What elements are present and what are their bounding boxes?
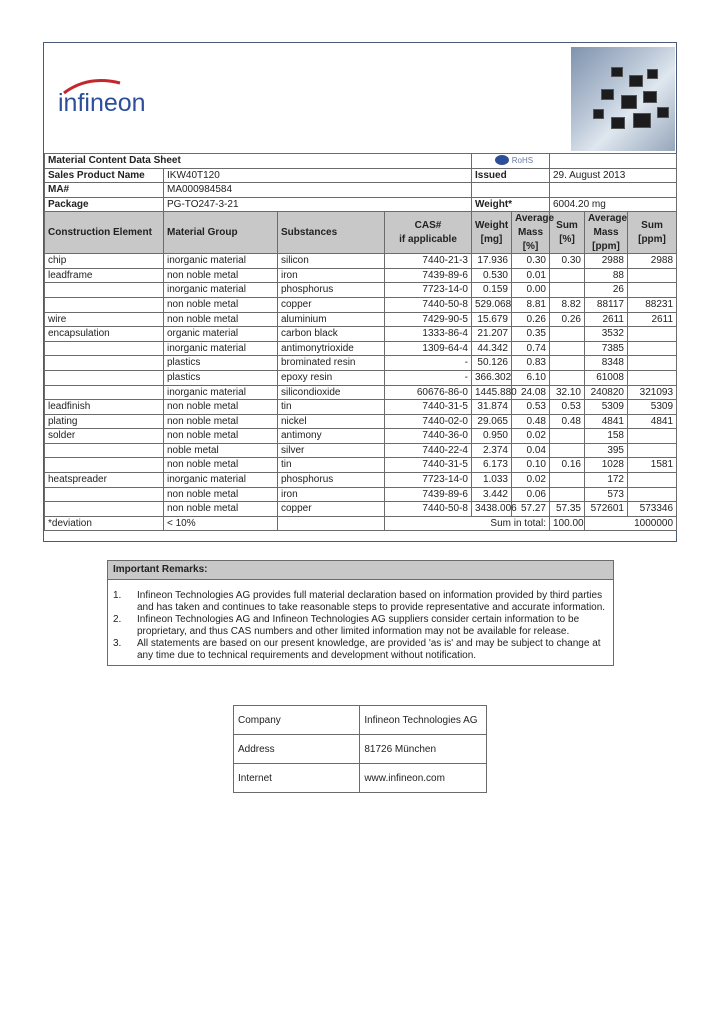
important-remarks — [107, 560, 614, 666]
cell-avg: 57.27 — [512, 502, 550, 517]
cell-cas: 7429-90-5 — [385, 312, 472, 327]
cell-sum-ppm: 4841 — [628, 414, 677, 429]
cell-ppm: 395 — [585, 443, 628, 458]
cell-avg: 0.02 — [512, 473, 550, 488]
cell-ppm: 240820 — [585, 385, 628, 400]
cell-substance: tin — [278, 458, 385, 473]
cell-sum: 57.35 — [550, 502, 585, 517]
cell-element — [45, 487, 164, 502]
cell-avg: 24.08 — [512, 385, 550, 400]
product-photo — [571, 47, 675, 151]
cell-substance: copper — [278, 297, 385, 312]
cell-sum-ppm: 2611 — [628, 312, 677, 327]
address-value: 81726 München — [360, 735, 487, 764]
cell-ppm: 158 — [585, 429, 628, 444]
cell-ppm: 3532 — [585, 327, 628, 342]
cell-group: non noble metal — [164, 268, 278, 283]
cell-cas: 7440-31-5 — [385, 458, 472, 473]
material-table — [44, 153, 677, 531]
cell-sum-ppm — [628, 341, 677, 356]
issued-label: Issued — [472, 168, 550, 183]
issued-date: 29. August 2013 — [550, 168, 677, 183]
cell-ppm: 572601 — [585, 502, 628, 517]
internet-label: Internet — [234, 764, 360, 793]
cell-sum-ppm — [628, 327, 677, 342]
cell-substance: iron — [278, 268, 385, 283]
cell-group: non noble metal — [164, 297, 278, 312]
cell-sum: 0.26 — [550, 312, 585, 327]
cell-substance: brominated resin — [278, 356, 385, 371]
cell-substance: phosphorus — [278, 283, 385, 298]
cell-ppm: 8348 — [585, 356, 628, 371]
cell-avg: 6.10 — [512, 370, 550, 385]
cell-ppm: 5309 — [585, 400, 628, 415]
cell-weight: 3438.006 — [472, 502, 512, 517]
cell-sum-ppm — [628, 429, 677, 444]
cell-weight: 529.068 — [472, 297, 512, 312]
cell-sum: 0.48 — [550, 414, 585, 429]
company-value: Infineon Technologies AG — [360, 706, 487, 735]
cell-sum-ppm: 2988 — [628, 254, 677, 269]
weight-label: Weight* — [472, 197, 550, 212]
cell-sum-ppm — [628, 473, 677, 488]
cell-substance: antimonytrioxide — [278, 341, 385, 356]
cell-weight: 21.207 — [472, 327, 512, 342]
sales-product-name: IKW40T120 — [164, 168, 472, 183]
cell-weight: 44.342 — [472, 341, 512, 356]
contact-table — [233, 705, 487, 793]
cell-cas: 7440-50-8 — [385, 297, 472, 312]
cell-weight: 3.442 — [472, 487, 512, 502]
cell-element — [45, 341, 164, 356]
cell-sum-ppm — [628, 370, 677, 385]
cell-sum — [550, 473, 585, 488]
cell-group: non noble metal — [164, 487, 278, 502]
cell-sum — [550, 370, 585, 385]
cell-avg: 0.04 — [512, 443, 550, 458]
cell-sum — [550, 268, 585, 283]
cell-cas: 60676-86-0 — [385, 385, 472, 400]
deviation-label: *deviation — [45, 516, 164, 531]
cell-sum — [550, 429, 585, 444]
table-row — [45, 400, 677, 415]
cell-element — [45, 283, 164, 298]
cell-element: encapsulation — [45, 327, 164, 342]
cell-element — [45, 502, 164, 517]
cell-cas: - — [385, 356, 472, 371]
table-row — [45, 443, 677, 458]
cell-weight: 15.679 — [472, 312, 512, 327]
cell-ppm: 4841 — [585, 414, 628, 429]
cell-substance: iron — [278, 487, 385, 502]
col-avg-ppm: Average Mass [ppm] — [585, 212, 628, 254]
cell-weight: 0.159 — [472, 283, 512, 298]
cell-group: non noble metal — [164, 400, 278, 415]
company-label: Company — [234, 706, 360, 735]
cell-avg: 0.48 — [512, 414, 550, 429]
material-content-data-sheet — [43, 42, 677, 542]
table-row — [45, 502, 677, 517]
cell-sum: 8.82 — [550, 297, 585, 312]
cell-group: plastics — [164, 356, 278, 371]
table-row — [45, 254, 677, 269]
cell-ppm: 2988 — [585, 254, 628, 269]
cell-ppm: 573 — [585, 487, 628, 502]
cell-weight: 1445.880 — [472, 385, 512, 400]
cell-cas: 7439-89-6 — [385, 268, 472, 283]
svg-text:infineon: infineon — [58, 89, 146, 117]
sales-product-name-label: Sales Product Name — [45, 168, 164, 183]
internet-link[interactable]: www.infineon.com — [360, 764, 487, 793]
col-avg-mass: Average Mass [%] — [512, 212, 550, 254]
cell-sum — [550, 356, 585, 371]
cell-substance: aluminium — [278, 312, 385, 327]
cell-sum-ppm — [628, 283, 677, 298]
cell-sum: 0.16 — [550, 458, 585, 473]
cell-substance: carbon black — [278, 327, 385, 342]
col-material-group: Material Group — [164, 212, 278, 254]
cell-substance: phosphorus — [278, 473, 385, 488]
cell-cas: 1309-64-4 — [385, 341, 472, 356]
cell-ppm: 7385 — [585, 341, 628, 356]
cell-avg: 0.35 — [512, 327, 550, 342]
cell-ppm: 26 — [585, 283, 628, 298]
cell-ppm: 1028 — [585, 458, 628, 473]
col-sum-ppm: Sum [ppm] — [628, 212, 677, 254]
cell-substance: silicon — [278, 254, 385, 269]
cell-ppm: 88117 — [585, 297, 628, 312]
cell-avg: 0.02 — [512, 429, 550, 444]
cell-sum-ppm — [628, 356, 677, 371]
cell-element — [45, 356, 164, 371]
deviation-value: < 10% — [164, 516, 278, 531]
cell-avg: 0.01 — [512, 268, 550, 283]
table-row — [45, 268, 677, 283]
cell-weight: 366.302 — [472, 370, 512, 385]
rohs-icon — [495, 155, 509, 165]
table-row — [45, 487, 677, 502]
table-row — [45, 473, 677, 488]
cell-weight: 31.874 — [472, 400, 512, 415]
col-sum: Sum [%] — [550, 212, 585, 254]
cell-sum: 0.30 — [550, 254, 585, 269]
ma-number: MA000984584 — [164, 183, 472, 198]
cell-substance: epoxy resin — [278, 370, 385, 385]
cell-weight: 50.126 — [472, 356, 512, 371]
weight-value: 6004.20 mg — [550, 197, 677, 212]
cell-element: heatspreader — [45, 473, 164, 488]
cell-element: leadframe — [45, 268, 164, 283]
cell-element — [45, 385, 164, 400]
cell-avg: 0.30 — [512, 254, 550, 269]
cell-weight: 0.530 — [472, 268, 512, 283]
table-row — [45, 327, 677, 342]
cell-cas: 7440-50-8 — [385, 502, 472, 517]
cell-cas: 7440-02-0 — [385, 414, 472, 429]
cell-sum — [550, 443, 585, 458]
cell-group: inorganic material — [164, 341, 278, 356]
cell-sum — [550, 283, 585, 298]
cell-avg: 0.00 — [512, 283, 550, 298]
cell-weight: 0.950 — [472, 429, 512, 444]
cell-avg: 0.26 — [512, 312, 550, 327]
cell-group: inorganic material — [164, 283, 278, 298]
cell-group: non noble metal — [164, 414, 278, 429]
cell-sum-ppm: 88231 — [628, 297, 677, 312]
table-row — [45, 458, 677, 473]
col-construction-element: Construction Element — [45, 212, 164, 254]
cell-group: inorganic material — [164, 385, 278, 400]
cell-cas: 7440-36-0 — [385, 429, 472, 444]
cell-cas: - — [385, 370, 472, 385]
cell-substance: silicondioxide — [278, 385, 385, 400]
cell-cas: 1333-86-4 — [385, 327, 472, 342]
cell-sum-ppm: 1581 — [628, 458, 677, 473]
sum-total-label: Sum in total: — [385, 516, 550, 531]
ma-label: MA# — [45, 183, 164, 198]
cell-weight: 29.065 — [472, 414, 512, 429]
cell-group: non noble metal — [164, 312, 278, 327]
cell-sum: 0.53 — [550, 400, 585, 415]
cell-sum-ppm: 321093 — [628, 385, 677, 400]
rohs-badge: RoHS — [472, 154, 550, 169]
cell-element: leadfinish — [45, 400, 164, 415]
cell-weight: 17.936 — [472, 254, 512, 269]
cell-substance: tin — [278, 400, 385, 415]
cell-element: plating — [45, 414, 164, 429]
cell-element — [45, 458, 164, 473]
cell-sum — [550, 341, 585, 356]
table-row — [45, 356, 677, 371]
cell-weight: 1.033 — [472, 473, 512, 488]
sum-total-ppm: 1000000 — [585, 516, 677, 531]
cell-cas: 7439-89-6 — [385, 487, 472, 502]
cell-group: noble metal — [164, 443, 278, 458]
cell-avg: 0.74 — [512, 341, 550, 356]
cell-avg: 0.53 — [512, 400, 550, 415]
sheet-title: Material Content Data Sheet — [45, 154, 472, 169]
remarks-title: Important Remarks: — [108, 561, 613, 580]
cell-avg: 0.06 — [512, 487, 550, 502]
cell-sum-ppm — [628, 487, 677, 502]
cell-element: chip — [45, 254, 164, 269]
address-label: Address — [234, 735, 360, 764]
cell-ppm: 61008 — [585, 370, 628, 385]
cell-sum-ppm — [628, 268, 677, 283]
col-cas: CAS# if applicable — [385, 212, 472, 254]
cell-avg: 0.10 — [512, 458, 550, 473]
cell-weight: 6.173 — [472, 458, 512, 473]
table-row — [45, 283, 677, 298]
col-substances: Substances — [278, 212, 385, 254]
remark-item: 2. Infineon Technologies AG and Infineon Technologies AG suppliers consider certain information to be proprietary, and thus CAS numbers and other limited information may not be available for release. — [113, 614, 580, 637]
cell-group: inorganic material — [164, 473, 278, 488]
table-row — [45, 312, 677, 327]
cell-avg: 0.83 — [512, 356, 550, 371]
cell-weight: 2.374 — [472, 443, 512, 458]
cell-sum-ppm: 573346 — [628, 502, 677, 517]
cell-ppm: 172 — [585, 473, 628, 488]
cell-cas: 7440-21-3 — [385, 254, 472, 269]
cell-ppm: 88 — [585, 268, 628, 283]
package-value: PG-TO247-3-21 — [164, 197, 472, 212]
cell-group: inorganic material — [164, 254, 278, 269]
cell-sum-ppm: 5309 — [628, 400, 677, 415]
cell-group: non noble metal — [164, 458, 278, 473]
cell-element: solder — [45, 429, 164, 444]
cell-group: non noble metal — [164, 502, 278, 517]
cell-substance: antimony — [278, 429, 385, 444]
cell-ppm: 2611 — [585, 312, 628, 327]
table-row — [45, 370, 677, 385]
table-row — [45, 414, 677, 429]
col-weight: Weight [mg] — [472, 212, 512, 254]
cell-sum-ppm — [628, 443, 677, 458]
cell-element — [45, 443, 164, 458]
sheet-header — [44, 43, 676, 154]
table-row — [45, 297, 677, 312]
remark-item: 1. Infineon Technologies AG provides full material declaration based on information provided by third parties and has taken and continues to take reasonable steps to provide representative and accurate information. — [113, 590, 606, 613]
cell-substance: copper — [278, 502, 385, 517]
cell-avg: 8.81 — [512, 297, 550, 312]
table-row — [45, 385, 677, 400]
cell-sum — [550, 327, 585, 342]
cell-sum — [550, 487, 585, 502]
cell-group: plastics — [164, 370, 278, 385]
package-label: Package — [45, 197, 164, 212]
cell-group: non noble metal — [164, 429, 278, 444]
sum-total-pct: 100.00 — [550, 516, 585, 531]
remark-item: 3. All statements are based on our present knowledge, are provided 'as is' and may be subject to change at any time due to technical requirements and development without notification. — [113, 638, 601, 661]
table-row — [45, 341, 677, 356]
cell-cas: 7440-22-4 — [385, 443, 472, 458]
infineon-logo — [58, 77, 178, 122]
cell-group: organic material — [164, 327, 278, 342]
cell-element — [45, 370, 164, 385]
cell-cas: 7723-14-0 — [385, 283, 472, 298]
cell-element: wire — [45, 312, 164, 327]
cell-cas: 7440-31-5 — [385, 400, 472, 415]
cell-substance: nickel — [278, 414, 385, 429]
cell-substance: silver — [278, 443, 385, 458]
table-row — [45, 429, 677, 444]
cell-element — [45, 297, 164, 312]
cell-sum: 32.10 — [550, 385, 585, 400]
cell-cas: 7723-14-0 — [385, 473, 472, 488]
